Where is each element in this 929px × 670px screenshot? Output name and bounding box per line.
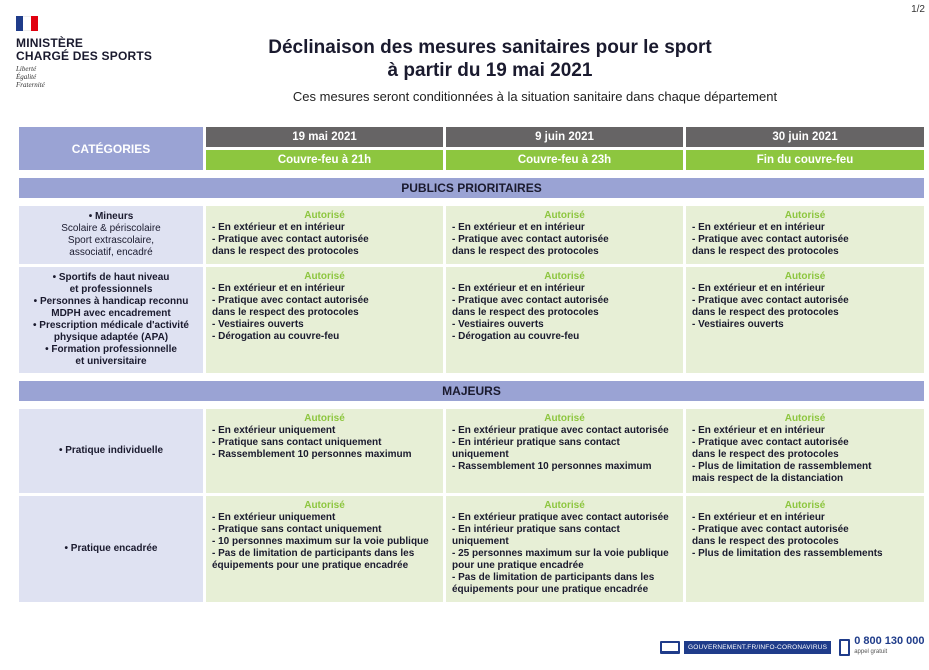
measure-line: - En intérieur pratique sans contact bbox=[452, 437, 620, 448]
phone-number-text: 0 800 130 000 bbox=[854, 635, 925, 647]
measure-cell bbox=[686, 206, 924, 264]
status-badge: Autorisé bbox=[784, 500, 826, 511]
measure-cell bbox=[686, 496, 924, 602]
table-row bbox=[19, 267, 924, 373]
title-line-1: Déclinaison des mesures sanitaires pour le sport bbox=[268, 37, 712, 58]
ministry-logo bbox=[16, 16, 166, 89]
measure-line: - Pratique avec contact autorisée bbox=[452, 295, 609, 306]
status-badge: Autorisé bbox=[784, 271, 826, 282]
status-badge: Autorisé bbox=[544, 271, 585, 282]
measure-line: - En extérieur et en intérieur bbox=[452, 283, 585, 294]
category-line: physique adaptée (APA) bbox=[53, 332, 169, 343]
measure-line: - En extérieur uniquement bbox=[212, 512, 336, 523]
motto-fraternite: Fraternité bbox=[16, 81, 45, 89]
measure-line: dans le respect des protocoles bbox=[692, 449, 839, 460]
measure-line: - En intérieur pratique sans contact bbox=[452, 524, 620, 535]
status-badge: Autorisé bbox=[304, 210, 345, 221]
category-cell-sportifs bbox=[19, 267, 203, 373]
motto bbox=[16, 65, 166, 89]
measure-cell bbox=[446, 496, 683, 602]
measure-line: - Pratique avec contact autorisée bbox=[452, 234, 609, 245]
measure-line: mais respect de la distanciation bbox=[692, 473, 844, 484]
table-row bbox=[19, 206, 924, 264]
title-line-2: à partir du 19 mai 2021 bbox=[387, 60, 593, 81]
measure-line: pour une pratique encadrée bbox=[452, 560, 584, 571]
measure-line: uniquement bbox=[452, 449, 509, 460]
measure-line: dans le respect des protocoles bbox=[692, 246, 839, 257]
column-curfew-3: Fin du couvre-feu bbox=[686, 150, 924, 170]
page-subtitle: Ces mesures seront conditionnées à la situation sanitaire dans chaque département bbox=[292, 89, 778, 104]
measure-line: - 25 personnes maximum sur la voie publique bbox=[452, 548, 669, 559]
table-row bbox=[19, 409, 924, 493]
measure-line: - Dérogation au couvre-feu bbox=[212, 331, 340, 342]
motto-liberte: Liberté bbox=[16, 65, 37, 73]
phone-icon bbox=[839, 639, 850, 656]
category-cell-pratique-encadree bbox=[19, 496, 203, 602]
column-curfew-2: Couvre-feu à 23h bbox=[446, 150, 683, 170]
measure-line: - Pratique avec contact autorisée bbox=[692, 234, 849, 245]
column-date-3: 30 juin 2021 bbox=[686, 127, 924, 147]
category-line: et universitaire bbox=[75, 356, 147, 367]
category-line: • Prescription médicale d'activité bbox=[33, 320, 189, 331]
measure-line: - En extérieur et en intérieur bbox=[212, 283, 345, 294]
measure-cell bbox=[686, 409, 924, 493]
phone-number bbox=[854, 636, 924, 658]
measure-line: équipements pour une pratique encadrée bbox=[212, 560, 409, 571]
measure-line: - Pratique avec contact autorisée bbox=[692, 524, 849, 535]
measure-line: - 10 personnes maximum sur la voie publique bbox=[212, 536, 429, 547]
page-number: 1/2 bbox=[911, 4, 925, 15]
measure-cell bbox=[206, 496, 443, 602]
measure-line: équipements pour une pratique encadrée bbox=[452, 584, 649, 595]
measure-cell bbox=[206, 267, 443, 373]
category-cell-pratique-individuelle bbox=[19, 409, 203, 493]
measure-line: - Pratique avec contact autorisée bbox=[692, 295, 849, 306]
measure-cell bbox=[446, 409, 683, 493]
measure-line: dans le respect des protocoles bbox=[212, 246, 359, 257]
measure-line: - En extérieur et en intérieur bbox=[692, 425, 825, 436]
measure-line: - En extérieur et en intérieur bbox=[452, 222, 585, 233]
category-line: • Pratique individuelle bbox=[58, 445, 164, 456]
laptop-icon bbox=[660, 641, 680, 654]
measure-line: - Rassemblement 10 personnes maximum bbox=[212, 449, 412, 460]
category-line: • Mineurs bbox=[88, 211, 134, 222]
status-badge: Autorisé bbox=[304, 500, 345, 511]
section-title-majeurs: MAJEURS bbox=[19, 381, 924, 401]
measure-line: - En extérieur uniquement bbox=[212, 425, 336, 436]
page-title bbox=[250, 36, 730, 82]
motto-egalite: Égalité bbox=[16, 73, 37, 81]
measures-table bbox=[16, 124, 927, 605]
info-url-link[interactable]: GOUVERNEMENT.FR/INFO-CORONAVIRUS bbox=[684, 641, 831, 654]
category-line: • Formation professionnelle bbox=[45, 344, 177, 355]
category-line: Scolaire & périscolaire bbox=[61, 223, 161, 234]
table-row bbox=[19, 496, 924, 602]
ministry-name-line2: CHARGÉ DES SPORTS bbox=[16, 49, 153, 63]
categories-header: CATÉGORIES bbox=[19, 127, 203, 170]
measure-line: dans le respect des protocoles bbox=[452, 307, 599, 318]
column-curfew-1: Couvre-feu à 21h bbox=[206, 150, 443, 170]
category-line: et professionnels bbox=[69, 284, 153, 295]
measure-line: - En extérieur et en intérieur bbox=[212, 222, 345, 233]
status-badge: Autorisé bbox=[544, 500, 585, 511]
status-badge: Autorisé bbox=[784, 413, 826, 424]
category-line: associatif, encadré bbox=[69, 247, 153, 258]
column-date-1: 19 mai 2021 bbox=[206, 127, 443, 147]
measure-cell bbox=[206, 409, 443, 493]
section-title-publics-prioritaires: PUBLICS PRIORITAIRES bbox=[19, 178, 924, 198]
status-badge: Autorisé bbox=[784, 210, 826, 221]
category-cell-mineurs bbox=[19, 206, 203, 264]
column-date-2: 9 juin 2021 bbox=[446, 127, 683, 147]
category-line: • Sportifs de haut niveau bbox=[52, 272, 170, 283]
measure-line: - Vestiaires ouverts bbox=[692, 319, 784, 330]
measure-line: - Pratique avec contact autorisée bbox=[212, 295, 369, 306]
measure-line: - Dérogation au couvre-feu bbox=[452, 331, 580, 342]
french-flag-icon bbox=[16, 16, 38, 31]
measure-cell bbox=[446, 206, 683, 264]
status-badge: Autorisé bbox=[304, 271, 345, 282]
measure-line: dans le respect des protocoles bbox=[692, 536, 839, 547]
measure-line: - Rassemblement 10 personnes maximum bbox=[452, 461, 652, 472]
measure-line: - Pratique avec contact autorisée bbox=[692, 437, 849, 448]
measure-line: - En extérieur pratique avec contact autorisée bbox=[452, 512, 669, 523]
measure-line: - Pratique avec contact autorisée bbox=[212, 234, 369, 245]
status-badge: Autorisé bbox=[304, 413, 345, 424]
measure-line: dans le respect des protocoles bbox=[692, 307, 839, 318]
measure-line: - En extérieur et en intérieur bbox=[692, 222, 825, 233]
status-badge: Autorisé bbox=[544, 210, 585, 221]
measure-line: dans le respect des protocoles bbox=[452, 246, 599, 257]
measure-line: - Vestiaires ouverts bbox=[212, 319, 304, 330]
measure-line: - En extérieur et en intérieur bbox=[692, 283, 825, 294]
measure-cell bbox=[686, 267, 924, 373]
measure-line: - En extérieur et en intérieur bbox=[692, 512, 825, 523]
measure-cell bbox=[206, 206, 443, 264]
measure-line: - Plus de limitation des rassemblements bbox=[692, 548, 883, 559]
measure-line: - En extérieur pratique avec contact autorisée bbox=[452, 425, 669, 436]
measure-line: - Plus de limitation de rassemblement bbox=[692, 461, 872, 472]
measure-line: - Pratique sans contact uniquement bbox=[212, 437, 382, 448]
status-badge: Autorisé bbox=[544, 413, 585, 424]
category-line: • Pratique encadrée bbox=[64, 543, 158, 554]
category-line: MDPH avec encadrement bbox=[51, 308, 171, 319]
category-line: Sport extrascolaire, bbox=[67, 235, 155, 246]
footer bbox=[660, 636, 925, 658]
ministry-name-line1: MINISTÈRE bbox=[16, 36, 84, 50]
category-line: • Personnes à handicap reconnu bbox=[33, 296, 189, 307]
measure-line: - Pratique sans contact uniquement bbox=[212, 524, 382, 535]
phone-note: appel gratuit bbox=[854, 649, 888, 655]
measure-line: dans le respect des protocoles bbox=[212, 307, 359, 318]
measure-line: uniquement bbox=[452, 536, 509, 547]
measure-line: - Vestiaires ouverts bbox=[452, 319, 544, 330]
measure-line: - Pas de limitation de participants dans les bbox=[212, 548, 415, 559]
measure-line: - Pas de limitation de participants dans les bbox=[452, 572, 655, 583]
measure-cell bbox=[446, 267, 683, 373]
